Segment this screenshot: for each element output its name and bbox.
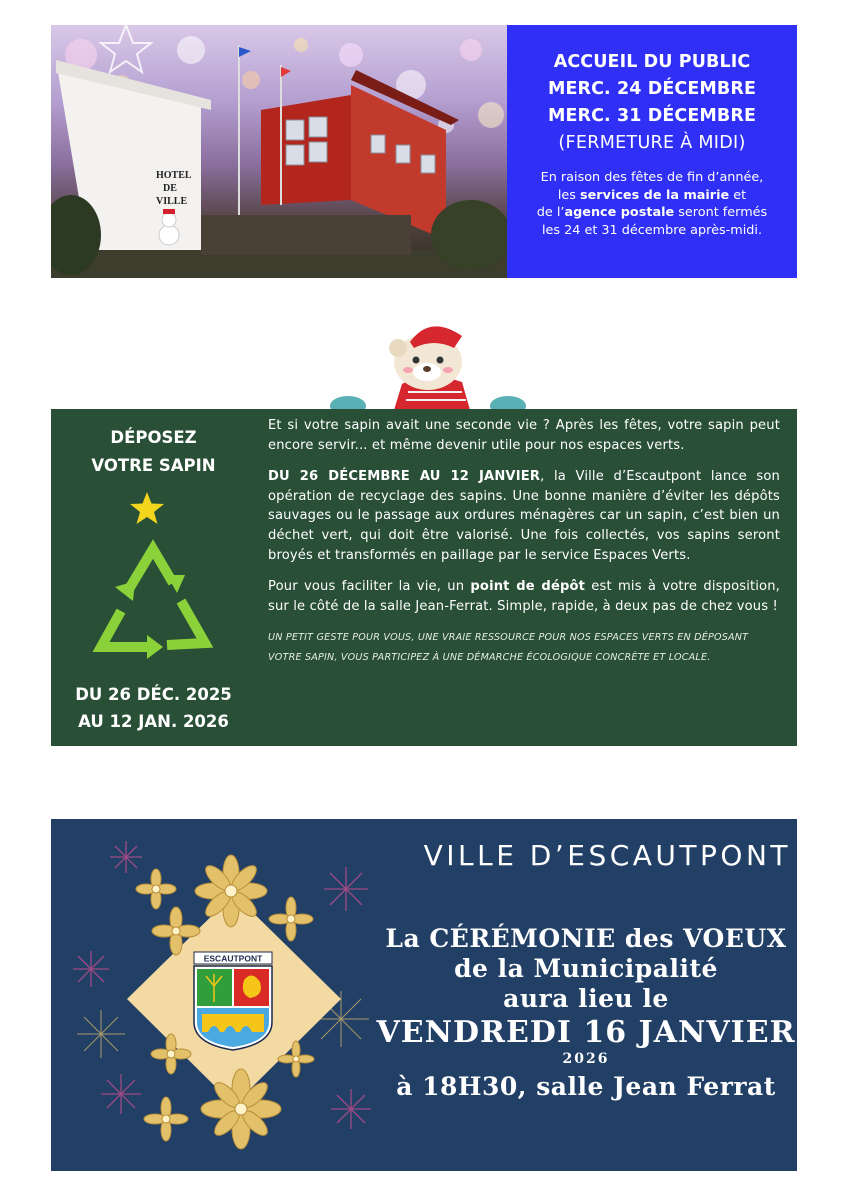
hotel-sign-hotel: HOTEL [156,170,192,181]
sapin-dates: DU 26 DÉC. 2025 AU 12 JAN. 2026 [75,685,232,731]
voeux-city-title: VILLE D’ESCAUTPONT [423,839,791,872]
voeux-banner [51,819,797,1171]
hotel-sign-de: DE [163,183,177,194]
accueil-body [507,169,797,239]
voeux-line-year: 2026 [562,1051,610,1067]
sapin-title: DÉPOSEZ VOTRE SAPIN [91,428,216,475]
voeux-decoration [51,819,391,1171]
accueil-text-panel [507,25,797,278]
voeux-line-date: VENDREDI 16 JANVIER [376,1015,796,1050]
accueil-date-31: MERC. 31 DÉCEMBRE [547,106,757,126]
voeux-line-municipalite: de la Municipalité [454,954,718,983]
bear-mascot-illustration [330,322,530,422]
escautpont-crest-icon [194,952,272,1050]
sapin-footer-note: UN PETIT GESTE POUR VOUS, UNE VRAIE RESSOURCE POUR NOS ESPACES VERTS EN DÉPOSANT VOTRE SAPIN, VOUS PARTICIPEZ À UNE DÉMARCHE ÉCOLOGIQUE CONCRÈTE ET LOCALE. [268,632,749,664]
voeux-line-ceremonie: La CÉRÉMONIE des VOEUX [385,924,787,953]
accueil-closing-note: (FERMETURE À MIDI) [558,133,746,153]
sapin-text-column [268,416,780,668]
crest-label: ESCAUTPONT [203,953,263,964]
accueil-banner [51,25,797,278]
sapin-paragraph-3: Pour vous faciliter la vie, un point de dépôt est mis à votre disposition, sur le côté de la salle Jean-Ferrat. Simple, rapide, à deux pas de chez vous ! [268,579,780,614]
accueil-body-line-2: les services de la mairie et [557,187,747,203]
accueil-date-24: MERC. 24 DÉCEMBRE [547,79,757,99]
star-icon [129,491,165,525]
voeux-line-aura-lieu: aura lieu le [503,984,669,1013]
voeux-announcement [376,924,796,1102]
recycle-icon [89,539,219,667]
voeux-line-time-place: à 18H30, salle Jean Ferrat [396,1072,776,1101]
sapin-paragraph-1: Et si votre sapin avait une seconde vie ? Après les fêtes, votre sapin peut encore servir... et même devenir utile pour nos espaces verts. [268,418,780,453]
accueil-title: ACCUEIL DU PUBLIC [553,52,751,72]
accueil-body-line-4: les 24 et 31 décembre après-midi. [541,222,763,238]
sapin-left-column [51,409,256,746]
hotel-sign-ville: VILLE [156,196,188,207]
town-hall-photo [51,25,507,278]
sapin-panel [51,409,797,746]
accueil-body-line-1: En raison des fêtes de fin d’année, [540,170,764,185]
accueil-body-line-3: de l’agence postale seront fermés [536,205,768,220]
sapin-paragraph-2: DU 26 DÉCEMBRE AU 12 JANVIER, la Ville d’Escautpont lance son opération de recyclage des sapins. Une bonne manière d’éviter les dépôts sauvages ou le passage aux ordures ménagères car un sapin, c’est bien un déchet vert, qui doit être valorisé. Une fois collectés, vos sapins seront broyés et transformés en paillage par le service Espaces Verts. [268,469,780,563]
